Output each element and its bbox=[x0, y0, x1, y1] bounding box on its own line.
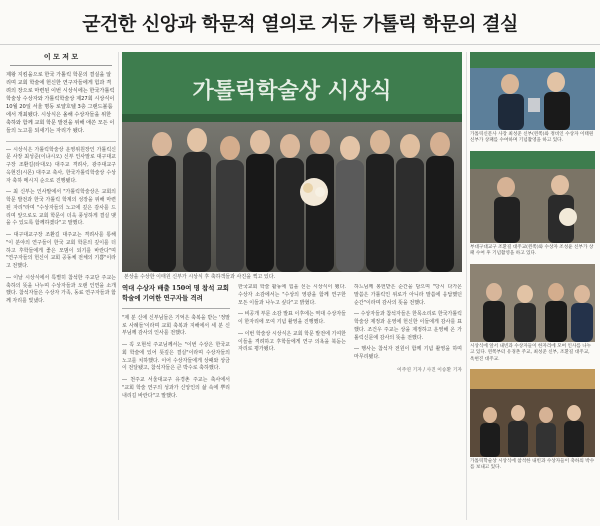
body-paragraph: ― 이번 학술상 시상식은 교회 학문 발전에 기여한 이들을 격려하고 후학들에게 연구 의욕을 북돋는 자리로 평가됐다. bbox=[238, 330, 346, 353]
body-paragraph: 한국교회 학술 활동에 힘을 싣는 시상식이 됐다. 수상자 소감에서는 "수상의 영광을 함께 연구한 모든 이들과 나누고 싶다"고 밝혔다. bbox=[238, 284, 346, 306]
headline: 굳건한 신앙과 학문적 열의로 거둔 가톨릭 학문의 결실 bbox=[82, 12, 518, 35]
middle-column-1 bbox=[122, 284, 230, 520]
body-paragraph: ― 비공개 부문 소감 발표 이후에는 역대 수상자들이 한자리에 모여 기념 촬영을 진행했다. bbox=[238, 311, 346, 325]
right-column bbox=[470, 52, 595, 522]
main-photo bbox=[122, 52, 462, 272]
main-photo-caption: 본상을 수상한 이태원 신부가 시상식 후 축하객들과 사진을 찍고 있다. bbox=[124, 274, 276, 280]
side-photo-3 bbox=[470, 264, 595, 342]
side-photo-caption: 가톨릭학술상 시상식에 참석한 내빈과 수상자들이 축하의 박수를 보내고 있다. bbox=[470, 458, 595, 471]
headline-bar bbox=[0, 0, 600, 45]
column-divider bbox=[118, 52, 119, 520]
column-kicker: 이 모 저 모 bbox=[10, 52, 112, 66]
left-body bbox=[6, 147, 116, 306]
side-photo-4 bbox=[470, 369, 595, 457]
subheadline: 역대 수상자 배출 150여 명 참석 교회 학술에 기여한 연구자들 격려 bbox=[122, 284, 230, 309]
group-photo-illustration bbox=[122, 52, 462, 272]
body-paragraph: "제 분 신에 신부님들은 기억은 축복을 받는 '정말로 사례들'이라며 교회 축복과 지해에서 세 분 신부님께 감사의 인사를 전했다. bbox=[122, 314, 230, 337]
side-photo-caption: 가톨릭신문사 사장 최성준 신부(왼쪽)와 정비인 수상자 이태원 신부가 상패를 수여하며 기념촬영을 하고 있다. bbox=[470, 132, 594, 144]
body-paragraph: ― 최 신부는 인사말에서 "가톨릭학술상은 교회의 학문 발전과 한국 가톨릭 학계의 성장을 위해 마련된 자리"라며 "수상자들의 노고에 깊은 감사를 드리며 앞으로도 교회 학문이 더욱 풍성하게 결실 맺을 수 있도록 함께하겠다"고 말했다. bbox=[6, 189, 116, 227]
middle-column-3 bbox=[354, 284, 462, 520]
side-photo-2 bbox=[470, 151, 595, 243]
body-paragraph: 하느님께 봉헌받은 순간을 담으며 "당시 다가온 말씀은 가톨릭인 위로가 아니라 말씀에 응답했던 순간"이라며 감사의 뜻을 전했다. bbox=[354, 284, 462, 306]
body-paragraph: ― 행사는 참석자 전원이 함께 기념 촬영을 하며 마무리됐다. bbox=[354, 346, 462, 360]
body-paragraph: ― 시상식은 가톨릭학술상 운영위원장인 가톨릭신문 사장 최성준(이냐시오) 신부 인사말로 대구대교구장 조환길(타대오) 대주교 격려사, 광주대교구 옥현진(시몬) 대주교 축사, 한국가톨릭학술상 수상자 축하 메시지 순으로 진행됐다. bbox=[6, 146, 116, 184]
side-photo-caption: 부대구대교구 조환길 대주교(왼쪽)와 수상자 조성윤 신부가 상패 수여 후 기념촬영을 하고 있다. bbox=[470, 244, 594, 257]
left-column bbox=[6, 52, 116, 520]
body-paragraph: ― 수상자들과 참석자들은 한목소리로 한국가톨릭학술상 제정과 운영에 헌신한 이들에게 감사를 표했다. 조건우 주교는 상을 제정하고 운영해 온 가톨릭신문에 감사의 뜻을 전했다. bbox=[354, 311, 462, 341]
body-paragraph: ― 천주교 서울대교구 유경촌 주교는 축사에서 "교회 학술 연구의 성과가 신앙인의 삶 속에 뿌리내리길 바란다"고 말했다. bbox=[122, 377, 230, 399]
side-photo-1 bbox=[470, 52, 595, 130]
lead-paragraph: 제왕 지킴을으로 한국 가톨릭 학문의 결실을 알리며 교회 학술에 헌신한 연구자들에게 힘과 격려의 장으로 마련된 이번 시상식에는 한국가톨릭학술상 수상자와 가톨릭학술상 제27회 시상식이 10월 20일 서울 명동 로얄호텔 3층 그랜드볼룸에서 개최됐다. 시상식은 올해 수상자들을 위한 축하와 함께 교회 학문 발전을 위해 애쓴 모든 이들의 노고를 되새기는 자리가 됐다. bbox=[6, 71, 116, 142]
body-paragraph: ― 이날 시상식에서 특별히 참석한 주교단 주교는 축하의 뜻을 나누며 수상자들과 오랜 인연을 소개했다. 참석자들은 수상자 가족, 동료 연구자들과 함께 자리를 빛냈다. bbox=[6, 274, 116, 304]
banner-text: 가톨릭학술상 시상식 bbox=[192, 79, 392, 104]
side-photo-caption: 시상식에 앞서 내빈과 수상자들이 한자리에 모여 인사를 나누고 있다. 왼쪽부터 유경촌 주교, 최성준 신부, 조환길 대주교, 옥현진 대주교. bbox=[470, 343, 592, 362]
middle-column-2 bbox=[238, 284, 346, 520]
body-paragraph: ― 꼭 오현석 주교님께서는 "이번 수상은 한국교회 학술에 있어 뜻깊은 결실"이라며 수상자들의 노고를 치하했다. 이어 수상자들에게 상패와 상금이 전달됐고, 참석자들은 큰 박수로 축하했다. bbox=[122, 342, 230, 372]
body-paragraph: ― 대구대교구장 조환길 대주교는 격려사를 통해 "이 분야의 연구들이 한국 교회 학문의 깊이를 더하고 후학들에게 좋은 모범이 되기를 바란다"며 "연구자들의 헌신이 교회 공동체 전체의 기쁨"이라고 전했다. bbox=[6, 232, 116, 269]
column-divider bbox=[466, 52, 467, 520]
byline: 이주연 기자 / 사진 이승환 기자 bbox=[397, 367, 462, 373]
